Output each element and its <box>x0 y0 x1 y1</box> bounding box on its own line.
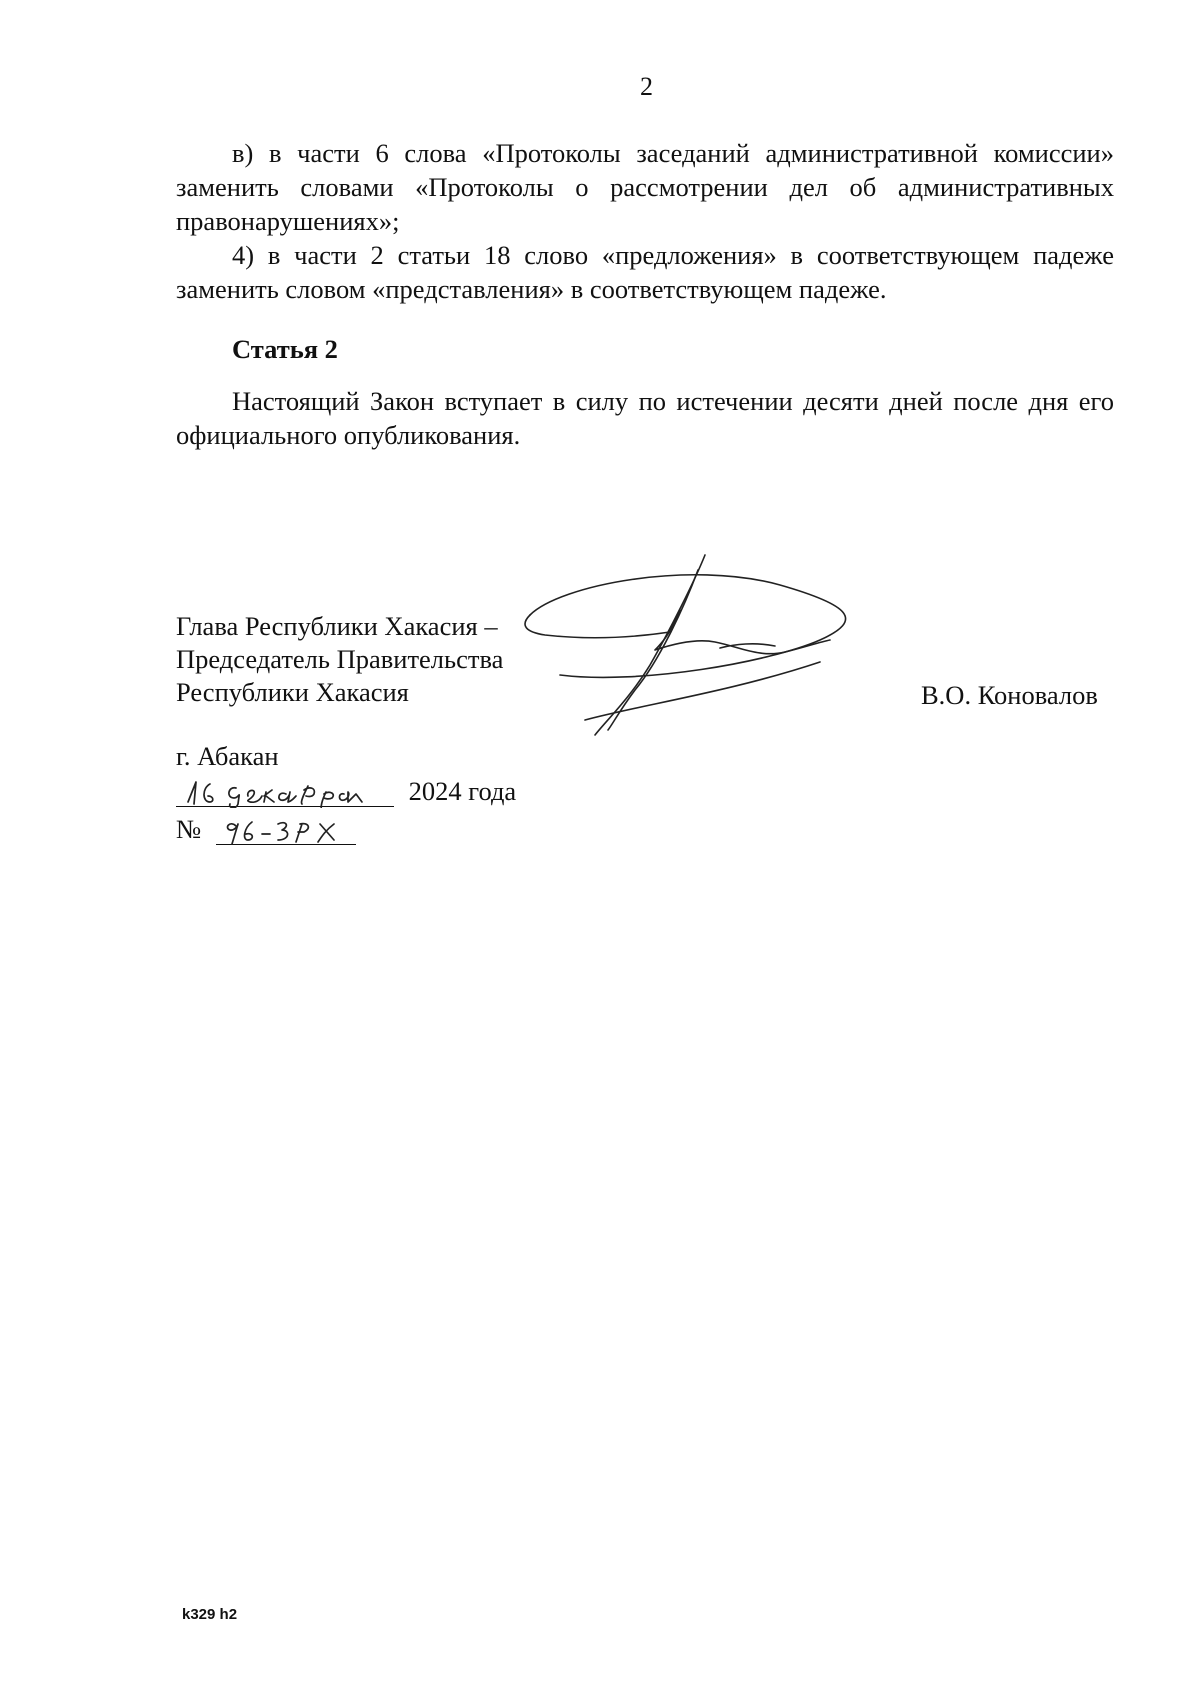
amendment-item-4 <box>176 238 1114 306</box>
signer-name: В.О. Коновалов <box>921 680 1098 710</box>
law-number <box>176 812 356 845</box>
place-of-signing: г. Абакан <box>176 741 279 771</box>
signer-position <box>176 610 503 709</box>
page-number: 2 <box>640 72 653 101</box>
signer-position-line-3: Республики Хакасия <box>176 677 409 707</box>
handwritten-date <box>176 774 394 807</box>
signer-position-line-2: Председатель Правительства <box>176 644 504 674</box>
article-2-body <box>176 384 1114 452</box>
amendment-item-v <box>176 136 1114 238</box>
document-code: k329 h2 <box>182 1606 238 1623</box>
article-2-heading: Статья 2 <box>232 334 338 364</box>
signer-position-line-1: Глава Республики Хакасия – <box>176 611 498 641</box>
amendment-item-v-text: в) в части 6 слова «Протоколы заседаний административной комиссии» заменить словами «Протоколы о рассмотрении дел об административных правонарушениях»; <box>176 138 1114 236</box>
signing-date <box>176 774 516 814</box>
handwritten-law-number <box>216 812 356 845</box>
number-symbol: № <box>176 814 202 844</box>
article-2-text: Настоящий Закон вступает в силу по истечении десяти дней после дня его официального опубликования. <box>176 386 1114 450</box>
amendment-item-4-text: 4) в части 2 статьи 18 слово «предложения» в соответствующем падеже заменить словом «представления» в соответствующем падеже. <box>176 240 1114 304</box>
handwritten-signature <box>520 550 880 740</box>
date-year: 2024 года <box>408 776 517 806</box>
